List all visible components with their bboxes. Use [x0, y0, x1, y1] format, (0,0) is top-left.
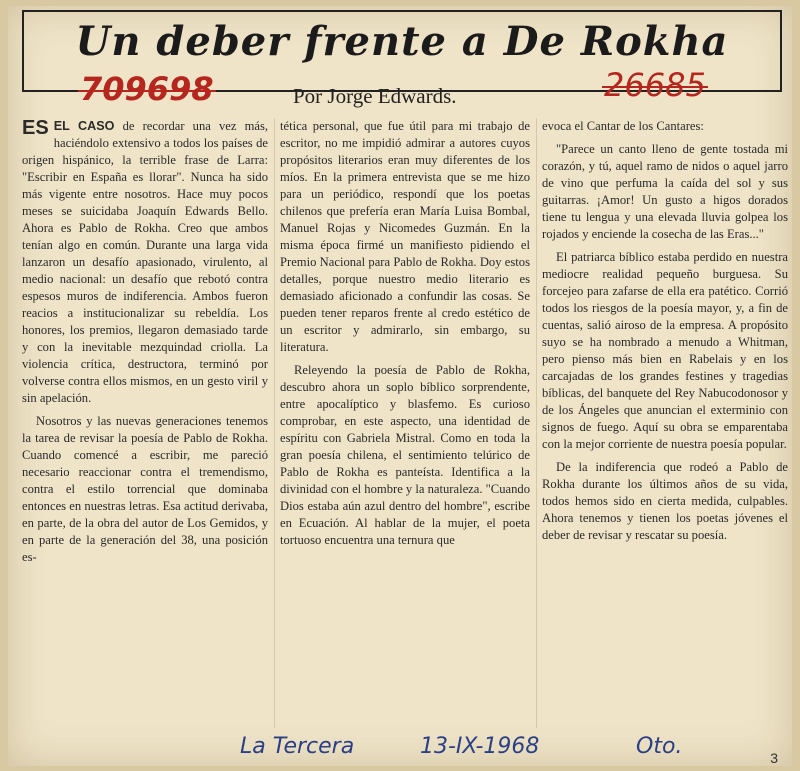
handwritten-archive-number: 709698: [80, 70, 214, 108]
article-paragraph: El patriarca bíblico estaba perdido en nuestra mediocre realidad pequeño burguesa. Su forcejeo para zafarse de ella era patético. Corrió todos los riesgos de la poesía mayor, y, a fin de cuentas, salió airoso de la empresa. A propósito suyo se ha nombrado a menudo a Whitman, pero pienso más bien en Rabelais y en los carcajadas de los grandes festines y tragedias bíblicas, del banquete del Rey Nabucodonosor y de los Ángeles que anuncian el exterminio con signos de fuego. Aquí su obra se emparentaba con la mejor corriente de nuestra poesía popular.: [542, 250, 788, 451]
article-column-3: [542, 118, 788, 550]
newspaper-clipping: [8, 6, 792, 766]
lead-in: EL CASO: [53, 119, 115, 133]
article-column-2: [280, 118, 530, 555]
quotation: "Parece un canto lleno de gente tostada mi corazón, y tú, aquel ramo de nidos o aquel jarro de vino que perfuma la caída del sol y sus guitarras. ¡Amor! Un gusto a higos dorados tiene tu lengua y una elevada lluvia golpea los rojados y enciende la cosecha de las Eras...": [542, 142, 788, 241]
headline: Un deber frente a De Rokha: [75, 18, 729, 65]
article-paragraph: Nosotros y las nuevas generaciones tenemos la tarea de revisar la poesía de Pablo de Rokha. Cuando comencé a escribir, me pareció necesario reaccionar contra el tremendismo, contra el estilo torrencial que dominaba entonces en nuestras letras. Esa actitud derivaba, en parte, de la obra del autor de Los Gemidos, y en parte de la generación del 38, una posición es-: [22, 414, 268, 564]
column-divider: [274, 118, 275, 728]
handwritten-date: 13-IX-1968: [420, 734, 540, 759]
article-paragraph: tética personal, que fue útil para mi trabajo de escritor, no me impidió admirar a autores cuyos propósitos literarios eran muy diferentes de los míos. En la primera entrevista que se me hizo para un periódico, respondí que los poetas chilenos que prefería eran María Luisa Bombal, Manuel Rojas y Nicomedes Guzmán. En la misma época firmé un manifiesto pidiendo el Premio Nacional para Pablo de Rokha. Doy estos detalles, porque nuestro medio literario es demasiado aficionado a confundir las cosas. Se pueden tener reparos frente al credo estético de un escritor y admirarlo, sin embargo, su literatura.: [280, 119, 530, 354]
paragraph-text: de recordar una vez más, haciéndolo extensivo a todos los países de origen hispánico, la terrible frase de Larra: "Escribir en España es llorar". Nunca ha sido más vigente entre nosotros. Hace muy pocos meses se suicidaba Joaquín Edwards Bello. Ahora es Pablo de Rokha. Creo que ambos tenían algo en común. Durante una larga vida lanzaron un desafío apasionado, virulento, al medio nacional: un desafío que rebotó contra espesos muros de indiferencia. Ambos fueron reacios a institucionalizar su rebeldía. Los honores, los premios, llegaron demasiado tarde y con la inevitable mezquindad criolla. La violencia crítica, destructora, terminó por volverse contra ellos mismos, en un gesto viril y sin apelación.: [22, 119, 268, 405]
handwritten-initials: Oto.: [636, 734, 683, 759]
article-paragraph: De la indiferencia que rodeó a Pablo de Rokha durante los últimos años de su vida, todos hemos sido en cierta medida, culpables. Ahora tenemos y tienen los poetas jóvenes el deber de revisar y rescatar su poesía.: [542, 460, 788, 542]
byline: Por Jorge Edwards.: [293, 84, 457, 108]
article-column-1: [22, 118, 268, 572]
drop-cap: ES: [22, 117, 49, 139]
handwritten-catalog-number: 26685: [604, 66, 706, 104]
column-divider: [536, 118, 537, 728]
article-paragraph: evoca el Cantar de los Cantares:: [542, 119, 704, 133]
article-paragraph: Releyendo la poesía de Pablo de Rokha, descubro ahora un soplo bíblico sorprendente, entre apocalíptico y blasfemo. Es curioso comprobar, en este aspecto, una identidad de espíritu con Gabriela Mistral. Como en toda la gran poesía chilena, el sentimiento telúrico de Pablo de Rokha es panteísta. Identifica a la divinidad con el hombre y la naturaleza. "Cuando Dios estaba aún azul dentro del hombre", escribe en Ecuación. Al hablar de la mujer, el poeta tortuoso encuentra una ternura que: [280, 363, 530, 547]
handwritten-source: La Tercera: [240, 734, 355, 759]
page-number: 3: [770, 750, 778, 766]
article-paragraph: [22, 118, 268, 407]
